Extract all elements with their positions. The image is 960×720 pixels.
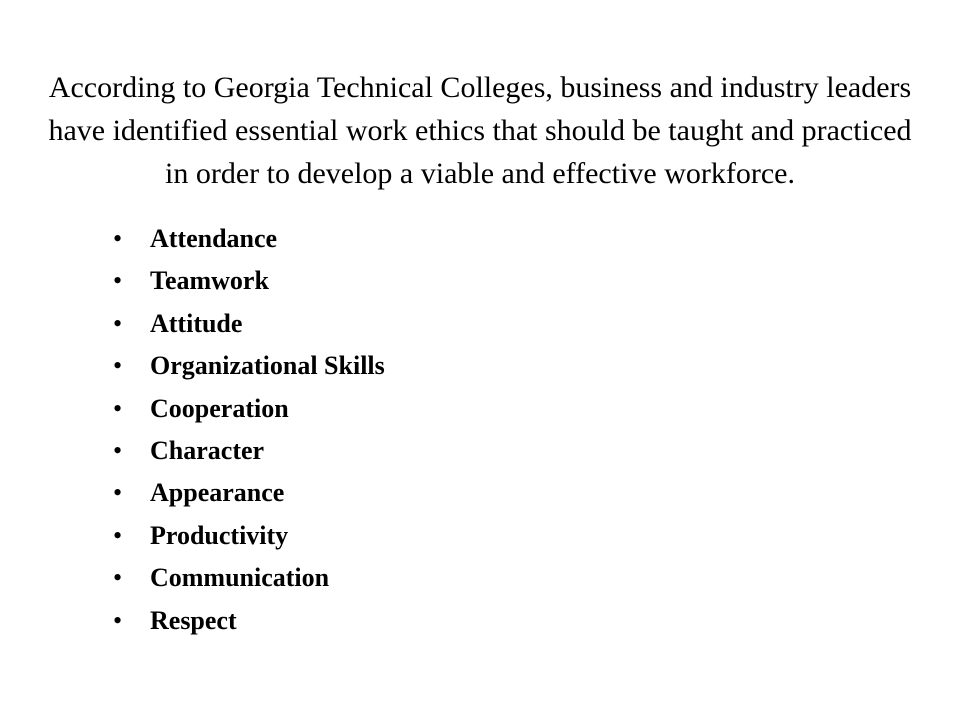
list-item bbox=[113, 351, 385, 393]
list-item bbox=[113, 224, 385, 266]
list-item bbox=[113, 309, 385, 351]
list-item bbox=[113, 266, 385, 308]
list-item-label: Character bbox=[150, 435, 265, 465]
bullet-icon: • bbox=[113, 605, 123, 635]
list-item-label: Attendance bbox=[150, 224, 278, 253]
list-item-label: Cooperation bbox=[150, 393, 289, 423]
bullet-icon: • bbox=[113, 308, 123, 338]
list-item-label: Communication bbox=[150, 563, 330, 593]
list-item bbox=[113, 521, 385, 563]
intro-text: According to Georgia Technical Colleges, business and industry leaders have identified essential work ethics that should be taught and practiced in order to develop a viable and effective workforce. bbox=[48, 71, 912, 190]
bullet-icon: • bbox=[113, 435, 123, 465]
work-ethics-list bbox=[113, 224, 385, 648]
list-item-label: Attitude bbox=[150, 308, 243, 338]
bullet-icon: • bbox=[113, 393, 123, 423]
list-item bbox=[113, 478, 385, 520]
list-item bbox=[113, 436, 385, 478]
list-item-label: Productivity bbox=[150, 520, 289, 550]
list-item-label: Appearance bbox=[150, 478, 285, 508]
list-item-label: Organizational Skills bbox=[150, 351, 385, 381]
list-item bbox=[113, 394, 385, 436]
list-item bbox=[113, 563, 385, 605]
list-item bbox=[113, 606, 385, 648]
bullet-icon: • bbox=[113, 478, 123, 508]
bullet-icon: • bbox=[113, 351, 123, 381]
list-item-label: Teamwork bbox=[150, 266, 269, 296]
bullet-icon: • bbox=[113, 224, 123, 253]
bullet-icon: • bbox=[113, 563, 123, 593]
bullet-icon: • bbox=[113, 266, 123, 296]
bullet-icon: • bbox=[113, 520, 123, 550]
list-item-label: Respect bbox=[150, 605, 237, 635]
